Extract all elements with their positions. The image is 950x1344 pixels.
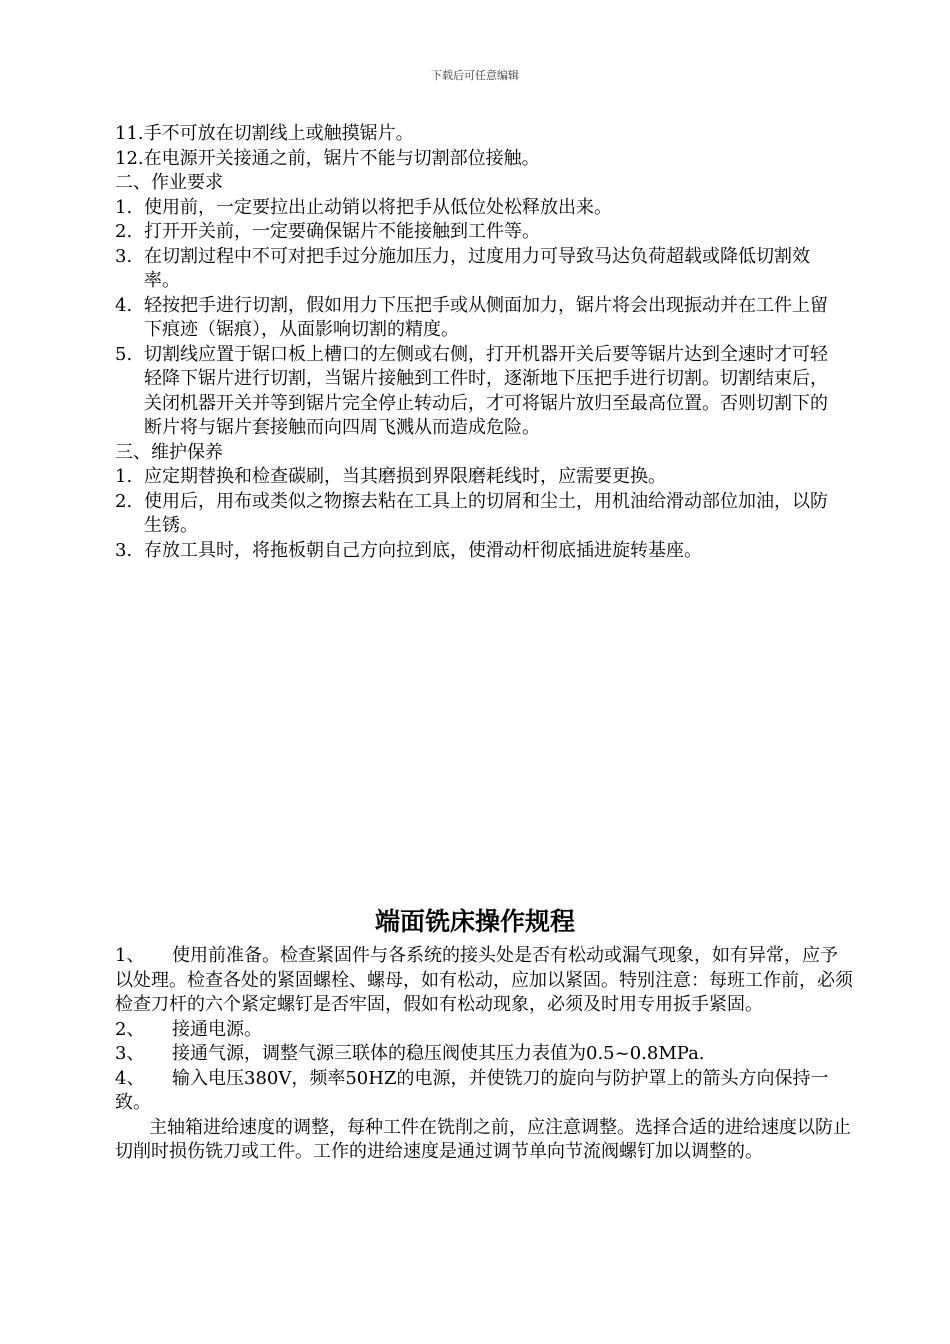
procedure-item: 1、 使用前准备。检查紧固件与各系统的接头处是否有松动或漏气现象，如有异常，应予以处理。检查各处的紧固螺栓、螺母，如有松动，应加以紧固。特别注意：每班工作前，必须检查刀杆的六个紧定螺钉是否牢固，假如有松动现象，必须及时用专用扳手紧固。: [115, 945, 853, 1015]
saw-safety-section: [115, 122, 840, 563]
rule-11: 11.手不可放在切割线上或触摸锯片。: [115, 123, 414, 144]
work-requirements-list: [115, 196, 840, 441]
procedure-item: 3、 接通气源，调整气源三联体的稳压阀使其压力表值为0.5~0.8MPa.: [115, 1043, 705, 1064]
maintenance-list: [115, 465, 840, 563]
heading-work-requirements: 二、作业要求: [115, 172, 223, 193]
heading-maintenance: 三、维护保养: [115, 441, 223, 463]
list-item: 5. 切割线应置于锯口板上槽口的左侧或右侧，打开机器开关后要等锯片达到全速时才可轻轻降下锯片进行切割，当锯片接触到工件时，逐渐地下压把手进行切割。切割结束后，关闭机器开关并等到锯片完全停止转动后，才可将锯片放归至最高位置。否则切割下的断片将与锯片套接触而向四周飞溅从而造成危险。: [115, 343, 828, 438]
page-header: 下载后可任意编辑: [431, 69, 519, 82]
list-item: 1. 应定期替换和检查碳刷，当其磨损到界限磨耗线时，应需要更换。: [115, 466, 666, 487]
document-title: 端面铣床操作规程: [374, 907, 575, 936]
feed-speed-paragraph: 主轴箱进给速度的调整，每种工件在铣削之前，应注意调整。选择合适的进给速度以防止切削时损伤铣刀或工件。工作的进给速度是通过调节单向节流阀螺钉加以调整的。: [115, 1116, 851, 1162]
milling-procedure-section: [115, 944, 855, 1165]
list-item: 2. 使用后，用布或类似之物擦去粘在工具上的切屑和尘土，用机油给滑动部位加油，以防生锈。: [115, 490, 828, 536]
list-item: 3. 存放工具时，将拖板朝自己方向拉到底，使滑动杆彻底插进旋转基座。: [115, 539, 702, 561]
procedure-item: 2、 接通电源。: [115, 1018, 262, 1040]
list-item: 4. 轻按把手进行切割，假如用力下压把手或从侧面加力，锯片将会出现振动并在工件上留下痕迹（锯痕），从面影响切割的精度。: [115, 294, 828, 340]
rule-12: 12.在电源开关接通之前，锯片不能与切割部位接触。: [115, 147, 540, 169]
list-item: 1. 使用前，一定要拉出止动销以将把手从低位处松释放出来。: [115, 196, 612, 218]
procedure-item: 4、 输入电压380V，频率50HZ的电源，并使铣刀的旋向与防护罩上的箭头方向保持一致。: [115, 1067, 829, 1113]
list-item: 2. 打开开关前，一定要确保锯片不能接触到工件等。: [115, 221, 540, 242]
list-item: 3. 在切割过程中不可对把手过分施加压力，过度用力可导致马达负荷超载或降低切割效率。: [115, 245, 810, 291]
